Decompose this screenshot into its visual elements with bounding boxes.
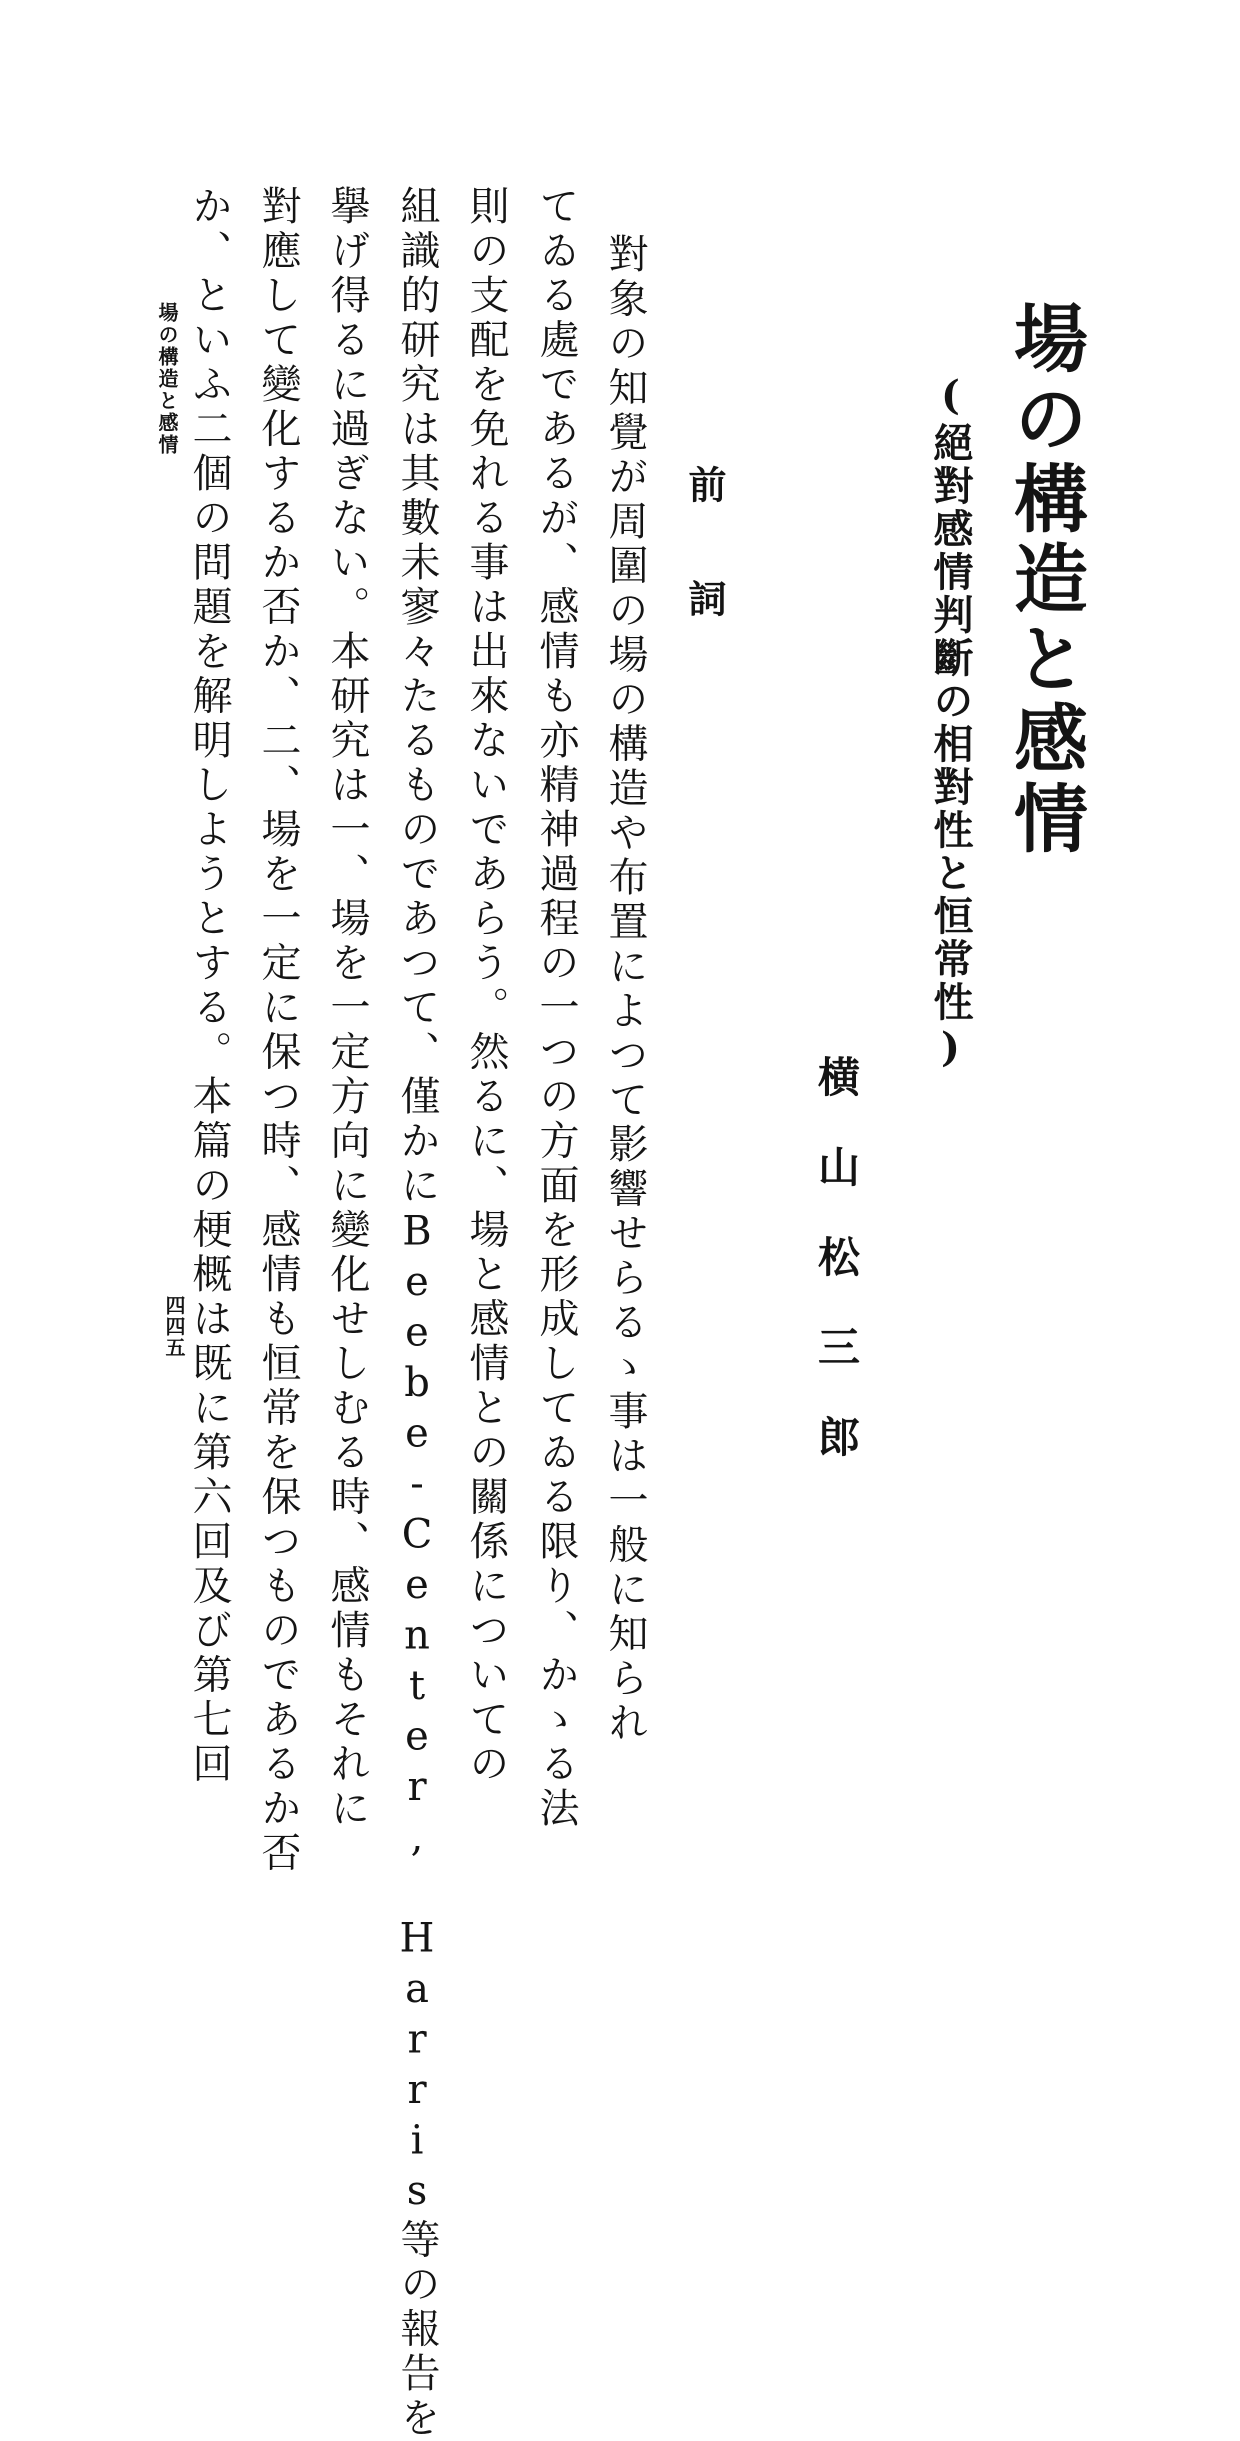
article-subtitle: (絕對感情判斷の相對性と恒常性) <box>927 372 974 1074</box>
body-line-3: 則の支配を免れる事は出來ないであらう。然るに、場と感情との關係についての <box>463 185 509 1787</box>
body-line-1: 對象の知覺が周圍の場の構造や布置によつて影響せらるゝ事は一般に知られ <box>602 233 648 1746</box>
body-line-2: てゐる處であるが、感情も亦精神過程の一つの方面を形成してゐる限り、かゝる法 <box>533 185 579 1832</box>
body-line-7: か、といふ二個の問題を解明しようとする。本篇の梗概は既に第六回及び第七回 <box>186 185 232 1787</box>
body-line-5: 擧げ得るに過ぎない。本研究は一、場を一定方向に變化せしむる時、感情もそれに <box>324 185 370 1832</box>
author-name: 横山松三郎 <box>812 1055 861 1505</box>
section-heading: 前詞 <box>682 465 727 693</box>
body-line-4: 組識的研究は其數未寥々たるものであつて、僅かにBeebe-Center, Harris等の報告を <box>394 185 440 2441</box>
running-head: 場の構造と感情 <box>155 302 179 456</box>
body-line-6: 對應して變化するか否か、二、場を一定に保つ時、感情も恒常を保つものであるか否 <box>255 185 301 1876</box>
page-number: 四四五 <box>162 1295 186 1358</box>
article-title: 場の構造と感情 <box>1002 300 1088 860</box>
